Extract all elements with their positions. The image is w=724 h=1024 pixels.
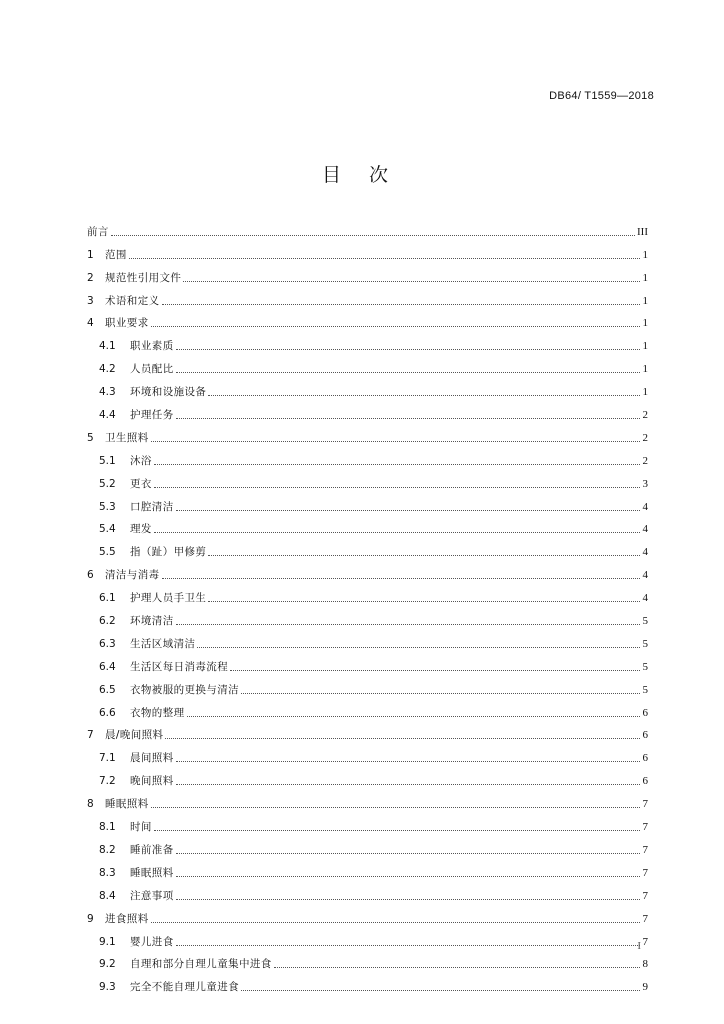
toc-entry[interactable] (87, 514, 648, 537)
toc-entry-title: 晨/晚间照料 (105, 729, 164, 742)
toc-dot-leader (208, 395, 640, 396)
toc-dot-leader (176, 899, 640, 900)
toc-entry-number: 8.2 (99, 843, 116, 856)
toc-entry-number: 5.1 (99, 454, 116, 467)
toc-entry[interactable] (87, 674, 648, 697)
toc-entry-title: 生活区域清洁 (130, 637, 196, 650)
toc-entry[interactable] (87, 491, 648, 514)
toc-entry[interactable] (87, 216, 648, 239)
toc-entry-title: 口腔清洁 (130, 500, 174, 513)
toc-entry[interactable] (87, 536, 648, 559)
toc-dot-leader (176, 510, 640, 511)
toc-entry-page: 7 (642, 843, 648, 856)
toc-entry[interactable] (87, 582, 648, 605)
toc-dot-leader (162, 304, 641, 305)
toc-dot-leader (176, 853, 640, 854)
toc-entry-title: 指（趾）甲修剪 (130, 546, 207, 559)
toc-entry-number: 6.2 (99, 615, 116, 628)
toc-entry[interactable] (87, 697, 648, 720)
toc-entry-page: III (637, 225, 648, 238)
toc-entry[interactable] (87, 628, 648, 651)
toc-dot-leader (176, 624, 640, 625)
toc-dot-leader (183, 281, 640, 282)
toc-entry-number: 6.1 (99, 592, 116, 605)
toc-dot-leader (151, 326, 640, 327)
toc-dot-leader (154, 532, 640, 533)
toc-dot-leader (176, 372, 640, 373)
toc-entry-number: 8 (87, 798, 94, 811)
toc-entry[interactable] (87, 903, 648, 926)
toc-entry-number: 7.2 (99, 775, 116, 788)
toc-dot-leader (197, 647, 640, 648)
toc-dot-leader (154, 830, 640, 831)
toc-entry-number: 4.4 (99, 409, 116, 422)
toc-dot-leader (154, 487, 640, 488)
toc-entry-page: 4 (642, 523, 648, 536)
toc-entry-title: 晚间照料 (130, 775, 174, 788)
toc-entry-page: 7 (642, 889, 648, 902)
toc-dot-leader (151, 441, 640, 442)
toc-entry-title: 环境清洁 (130, 615, 174, 628)
toc-entry-title: 更衣 (130, 477, 152, 490)
toc-entry-title: 自理和部分自理儿童集中进食 (130, 958, 272, 971)
toc-entry-page: 3 (642, 477, 648, 490)
toc-entry-page: 9 (642, 981, 648, 994)
toc-entry-title: 规范性引用文件 (105, 271, 182, 284)
toc-entry-title: 晨间照料 (130, 752, 174, 765)
toc-entry-number: 9.3 (99, 981, 116, 994)
toc-dot-leader (176, 761, 640, 762)
toc-entry-number: 4.3 (99, 386, 116, 399)
toc-entry[interactable] (87, 308, 648, 331)
toc-entry-title: 沐浴 (130, 454, 152, 467)
toc-entry-number: 7.1 (99, 752, 116, 765)
toc-entry-page: 4 (642, 592, 648, 605)
toc-entry-title: 范围 (105, 248, 127, 261)
toc-dot-leader (165, 738, 640, 739)
toc-entry-title: 前言 (87, 225, 109, 238)
toc-entry-number: 8.1 (99, 821, 116, 834)
toc-entry-title: 护理人员手卫生 (130, 592, 207, 605)
toc-entry-page: 4 (642, 569, 648, 582)
toc-entry-page: 7 (642, 935, 648, 948)
toc-entry-number: 5.5 (99, 546, 116, 559)
toc-entry-number: 9 (87, 912, 94, 925)
toc-entry[interactable] (87, 422, 648, 445)
toc-entry-number: 3 (87, 294, 94, 307)
toc-dot-leader (151, 807, 640, 808)
toc-entry-number: 5.4 (99, 523, 116, 536)
toc-entry[interactable] (87, 285, 648, 308)
standard-code: DB64/ T1559—2018 (549, 90, 654, 102)
toc-entry[interactable] (87, 376, 648, 399)
toc-entry-title: 注意事项 (130, 889, 174, 902)
toc-entry-number: 2 (87, 271, 94, 284)
toc-entry[interactable] (87, 857, 648, 880)
toc-dot-leader (176, 876, 640, 877)
toc-entry-page: 5 (642, 615, 648, 628)
toc-entry-page: 5 (642, 683, 648, 696)
toc-dot-leader (176, 945, 640, 946)
toc-entry-number: 5 (87, 431, 94, 444)
toc-dot-leader (187, 716, 641, 717)
toc-entry[interactable] (87, 605, 648, 628)
page-title: 目次 (321, 164, 416, 186)
table-of-contents (87, 216, 648, 994)
toc-entry-number: 6 (87, 569, 94, 582)
toc-entry-page: 5 (642, 660, 648, 673)
toc-dot-leader (176, 418, 640, 419)
toc-dot-leader (176, 784, 640, 785)
toc-entry[interactable] (87, 765, 648, 788)
toc-entry-title: 睡眠照料 (105, 798, 149, 811)
toc-entry-number: 9.1 (99, 935, 116, 948)
toc-dot-leader (241, 990, 640, 991)
toc-entry-number: 8.3 (99, 866, 116, 879)
toc-entry[interactable] (87, 949, 648, 972)
toc-entry[interactable] (87, 742, 648, 765)
toc-entry[interactable] (87, 651, 648, 674)
toc-entry-title: 完全不能自理儿童进食 (130, 981, 239, 994)
toc-dot-leader (151, 922, 640, 923)
toc-entry-title: 时间 (130, 821, 152, 834)
toc-entry[interactable] (87, 811, 648, 834)
toc-entry[interactable] (87, 834, 648, 857)
toc-entry-title: 环境和设施设备 (130, 386, 207, 399)
toc-entry-page: 2 (642, 454, 648, 467)
toc-entry-number: 7 (87, 729, 94, 742)
toc-dot-leader (274, 967, 640, 968)
toc-entry-page: 1 (642, 363, 648, 376)
toc-entry-page: 6 (642, 775, 648, 788)
toc-entry-title: 护理任务 (130, 409, 174, 422)
toc-entry[interactable] (87, 788, 648, 811)
toc-entry[interactable] (87, 330, 648, 353)
toc-entry-number: 8.4 (99, 889, 116, 902)
toc-entry-page: 1 (642, 317, 648, 330)
toc-entry[interactable] (87, 262, 648, 285)
toc-entry-number: 4.1 (99, 340, 116, 353)
toc-entry[interactable] (87, 720, 648, 743)
toc-entry-title: 婴儿进食 (130, 935, 174, 948)
toc-dot-leader (230, 670, 640, 671)
toc-entry-title: 生活区每日消毒流程 (130, 660, 229, 673)
page-number: I (637, 940, 641, 952)
toc-entry-number: 6.3 (99, 637, 116, 650)
toc-entry-number: 1 (87, 248, 94, 261)
toc-entry[interactable] (87, 399, 648, 422)
toc-dot-leader (208, 601, 640, 602)
toc-dot-leader (154, 464, 640, 465)
toc-entry-page: 5 (642, 637, 648, 650)
toc-entry-page: 1 (642, 386, 648, 399)
toc-entry-title: 衣物被服的更换与清洁 (130, 683, 239, 696)
toc-entry-number: 4 (87, 317, 94, 330)
toc-entry-page: 1 (642, 248, 648, 261)
toc-entry[interactable] (87, 880, 648, 903)
toc-entry-page: 8 (642, 958, 648, 971)
toc-entry-title: 清洁与消毒 (105, 569, 160, 582)
toc-entry-title: 人员配比 (130, 363, 174, 376)
toc-entry-page: 7 (642, 866, 648, 879)
toc-entry-page: 1 (642, 340, 648, 353)
toc-entry[interactable] (87, 353, 648, 376)
toc-entry-page: 6 (642, 752, 648, 765)
toc-entry-number: 6.6 (99, 706, 116, 719)
toc-entry-page: 1 (642, 294, 648, 307)
toc-entry-number: 6.4 (99, 660, 116, 673)
toc-entry-page: 1 (642, 271, 648, 284)
toc-entry[interactable] (87, 559, 648, 582)
toc-entry-title: 睡前准备 (130, 843, 174, 856)
toc-entry-page: 7 (642, 821, 648, 834)
toc-entry-number: 5.3 (99, 500, 116, 513)
toc-entry-page: 4 (642, 500, 648, 513)
toc-entry-title: 术语和定义 (105, 294, 160, 307)
toc-entry-page: 6 (642, 729, 648, 742)
toc-entry-number: 6.5 (99, 683, 116, 696)
toc-entry-title: 职业要求 (105, 317, 149, 330)
toc-dot-leader (176, 349, 640, 350)
toc-entry-page: 7 (642, 798, 648, 811)
toc-dot-leader (241, 693, 640, 694)
toc-entry-title: 理发 (130, 523, 152, 536)
toc-entry-number: 5.2 (99, 477, 116, 490)
toc-dot-leader (111, 235, 635, 236)
toc-entry-page: 2 (642, 409, 648, 422)
toc-entry-page: 7 (642, 912, 648, 925)
toc-entry[interactable] (87, 971, 648, 994)
toc-entry[interactable] (87, 468, 648, 491)
toc-entry-number: 4.2 (99, 363, 116, 376)
toc-entry[interactable] (87, 926, 648, 949)
toc-entry-number: 9.2 (99, 958, 116, 971)
toc-dot-leader (129, 258, 640, 259)
toc-dot-leader (162, 578, 641, 579)
toc-entry-page: 2 (642, 431, 648, 444)
toc-entry-page: 6 (642, 706, 648, 719)
toc-entry-page: 4 (642, 546, 648, 559)
toc-entry-title: 睡眠照料 (130, 866, 174, 879)
toc-entry[interactable] (87, 239, 648, 262)
toc-entry-title: 进食照料 (105, 912, 149, 925)
toc-entry[interactable] (87, 445, 648, 468)
toc-entry-title: 卫生照料 (105, 431, 149, 444)
toc-dot-leader (208, 555, 640, 556)
toc-entry-title: 衣物的整理 (130, 706, 185, 719)
toc-entry-title: 职业素质 (130, 340, 174, 353)
